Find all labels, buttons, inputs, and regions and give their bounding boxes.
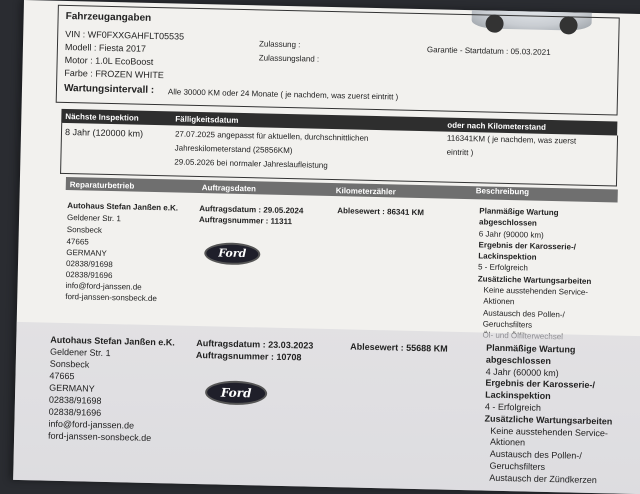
entry1-dealer: Autohaus Stefan Janßen e.K. <box>67 201 179 213</box>
farbe: Farbe : FROZEN WHITE <box>64 67 164 81</box>
entry1-country: GERMANY <box>66 248 107 258</box>
wartungsintervall-label: Wartungsintervall : <box>63 82 155 96</box>
entry2-desc-line: abgeschlossen <box>485 354 552 366</box>
entry1-phone1: 02838/91698 <box>65 259 113 270</box>
entry2-street: Geldener Str. 1 <box>49 346 111 359</box>
inspection-km-line1: 116341KM ( je nachdem, was zuerst <box>446 133 577 146</box>
entry1-desc-line: Ergebnis der Karosserie-/ <box>478 240 577 252</box>
entry1-desc-line: Aktionen <box>483 296 515 307</box>
inspection-date-line3: 29.05.2026 bei normaler Jahreslaufleistung <box>174 157 328 170</box>
entry2-desc-line: 4 Jahr (60000 km) <box>485 366 559 378</box>
header-repair-shop: Reparaturbetrieb <box>69 180 135 191</box>
entry2-country: GERMANY <box>49 382 95 394</box>
modell: Modell : Fiesta 2017 <box>64 41 147 54</box>
entry2-order-number: Auftragsnummer : 10708 <box>195 349 302 363</box>
inspection-date-line2: Jahreskilometerstand (25856KM) <box>174 143 293 156</box>
ford-logo-icon: Ford <box>205 380 268 405</box>
service-record-page <box>13 0 640 494</box>
entry1-web: ford-janssen-sonsbeck.de <box>65 292 157 304</box>
entry2-city: Sonsbeck <box>49 358 90 370</box>
entry2-zip: 47665 <box>49 370 75 382</box>
vin: VIN : WF0FXXGAHFLT05535 <box>65 28 185 42</box>
entry1-desc-line: Lackinspektion <box>478 251 537 262</box>
entry1-description <box>476 205 593 343</box>
entry2-desc-line: Ergebnis der Karosserie-/ <box>485 377 596 391</box>
header-odometer: Kilometerzähler <box>335 186 396 197</box>
entry2-web: ford-janssen-sonsbeck.de <box>48 430 152 443</box>
vehicle-heading: Fahrzeugangaben <box>65 10 152 24</box>
header-next-inspection: Nächste Inspektion <box>65 111 139 123</box>
entry2-description <box>483 343 614 487</box>
entry2-desc-line: Austausch der Zündkerzen <box>489 472 597 485</box>
inspection-km-line2: eintritt ) <box>446 147 474 158</box>
entry2-desc-line: Austausch des Pollen-/ <box>489 448 582 461</box>
motor: Motor : 1.0L EcoBoost <box>64 54 154 67</box>
entry2-phone1: 02838/91698 <box>48 394 102 406</box>
entry1-desc-line: Austausch des Pollen-/ <box>482 308 565 320</box>
entry2-dealer: Autohaus Stefan Janßen e.K. <box>50 334 175 348</box>
entry2-phone2: 02838/91696 <box>48 406 102 418</box>
entry2-desc-line: Geruchsfilters <box>489 460 546 472</box>
entry2-desc-line: Planmäßige Wartung <box>486 342 576 355</box>
entry2-email: info@ford-janssen.de <box>48 418 135 431</box>
entry1-phone2: 02838/91696 <box>65 270 113 281</box>
entry1-desc-line: Zusätzliche Wartungsarbeiten <box>477 274 592 286</box>
entry2-desc-line: 4 - Erfolgreich <box>484 401 542 413</box>
zulassungsland: Zulassungsland : <box>258 53 320 64</box>
entry1-email: info@ford-janssen.de <box>65 281 142 292</box>
entry2-desc-line: Keine ausstehenden Service- <box>490 425 609 438</box>
entry1-desc-line: abgeschlossen <box>478 217 537 228</box>
entry1-desc-line: Planmäßige Wartung <box>479 206 559 218</box>
entry1-order-number: Auftragsnummer : 11311 <box>198 215 293 227</box>
entry2-odometer: Ablesewert : 55688 KM <box>350 341 448 354</box>
ford-logo-icon: Ford <box>204 242 260 265</box>
entry2-desc-line: Lackinspektion <box>485 389 551 402</box>
entry1-street: Geldener Str. 1 <box>66 213 121 224</box>
entry1-desc-line: Keine ausstehenden Service- <box>483 285 589 297</box>
entry1-desc-line: Geruchsfilters <box>482 319 533 330</box>
entry1-city: Sonsbeck <box>66 225 103 235</box>
garantie-startdatum: Garantie - Startdatum : 05.03.2021 <box>426 45 551 57</box>
entry2-order-date: Auftragsdatum : 23.03.2023 <box>196 337 314 351</box>
entry2-desc-line: Aktionen <box>489 437 526 448</box>
header-order-data: Auftragsdaten <box>201 183 257 194</box>
header-description: Beschreibung <box>475 186 530 197</box>
inspection-date-line1: 27.07.2025 angepasst für aktuellen, durchschnittlichen <box>174 129 369 143</box>
entry2-desc-line: Zusätzliche Wartungsarbeiten <box>484 413 613 427</box>
wartungsintervall-value: Alle 30000 KM oder 24 Monate ( je nachdem, was zuerst eintritt ) <box>167 87 399 102</box>
header-km: oder nach Kilometerstand <box>447 120 547 132</box>
entry1-desc-line: 6 Jahr (90000 km) <box>478 228 544 240</box>
inspection-interval: 8 Jahr (120000 km) <box>64 126 144 139</box>
entry1-zip: 47665 <box>66 237 89 247</box>
entry1-desc-line: 5 - Erfolgreich <box>477 262 528 273</box>
zulassung: Zulassung : <box>258 39 301 50</box>
entry1-odometer: Ablesewert : 86341 KM <box>337 206 425 218</box>
header-due-date: Fälligkeitsdatum <box>175 114 239 125</box>
entry1-order-date: Auftragsdatum : 29.05.2024 <box>199 204 304 216</box>
